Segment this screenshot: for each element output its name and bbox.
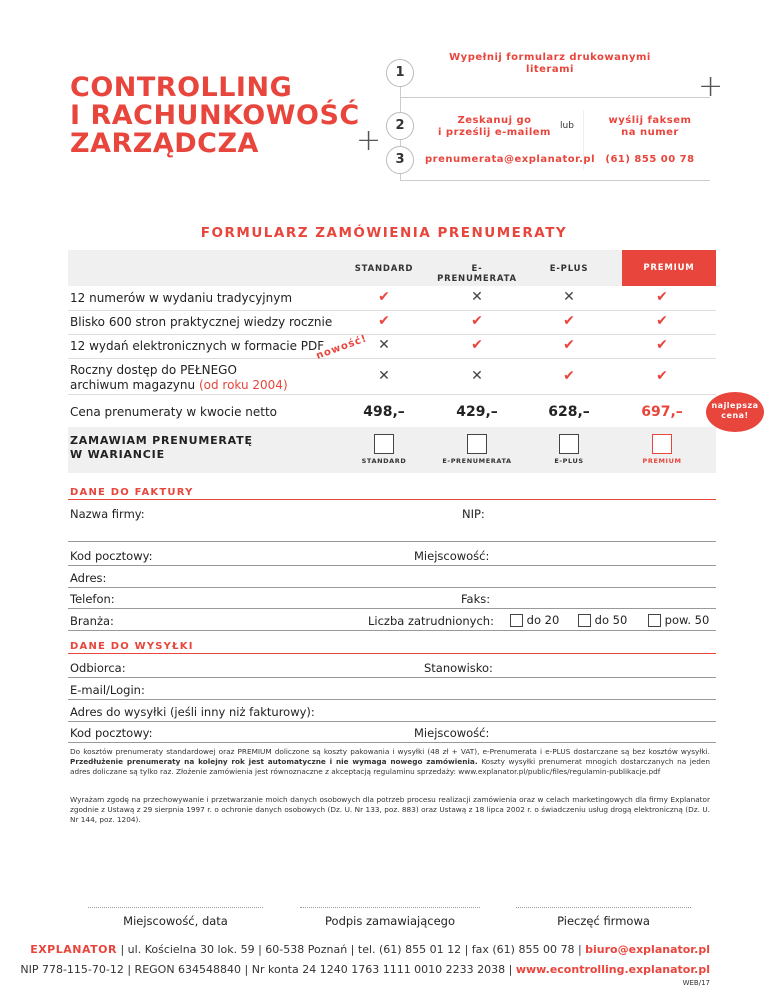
signature-line	[516, 907, 691, 908]
terms-note	[70, 747, 710, 777]
company-label: Nazwa firmy:	[70, 507, 145, 521]
archive-line-1: Roczny dostęp do PEŁNEGO	[70, 363, 237, 377]
fax-instruction	[590, 115, 710, 139]
publication-title	[70, 74, 360, 158]
order-option-label: PREMIUM	[642, 457, 682, 465]
ship-city-label: Miejscowość:	[414, 726, 490, 740]
footer-brand: EXPLANATOR	[30, 943, 117, 956]
footer-contact: | ul. Kościelna 30 lok. 59 | 60-538 Poznań | tel. (61) 855 01 12 | fax (61) 855 00 78 |	[116, 943, 586, 956]
column-e-prenumerata: E-PRENUMERATA	[437, 264, 517, 284]
row-divider	[68, 358, 716, 359]
plus-icon: +	[698, 69, 724, 104]
email-label: E-mail/Login:	[70, 683, 145, 697]
column-standard: STANDARD	[354, 264, 414, 274]
order-title-line-2: W WARIANCIE	[70, 448, 165, 461]
check-icon: ✔	[378, 313, 390, 329]
signature-line	[300, 907, 480, 908]
option-label: do 50	[594, 613, 628, 627]
step-2-badge: 2	[386, 112, 414, 140]
order-email: prenumerata@explanator.pl	[425, 154, 595, 165]
check-icon: ✔	[563, 368, 575, 384]
price-premium: 697,–	[641, 404, 683, 420]
or-label: lub	[560, 121, 574, 131]
checkbox[interactable]	[578, 614, 591, 627]
step-2-line-1: Zeskanuj go	[457, 115, 532, 126]
title-line-2: I RACHUNKOWOŚĆ	[70, 100, 360, 131]
industry-label: Branża:	[70, 614, 114, 628]
order-option-label: STANDARD	[361, 457, 407, 465]
check-icon: ✔	[656, 313, 668, 329]
phone-label: Telefon:	[70, 592, 115, 606]
cross-icon: ✕	[378, 337, 390, 353]
footer-web-link[interactable]: www.econtrolling.explanator.pl	[515, 963, 710, 976]
price-label: Cena prenumeraty w kwocie netto	[70, 405, 277, 419]
cross-icon: ✕	[563, 289, 575, 305]
field-line	[68, 541, 716, 542]
field-line	[68, 721, 716, 722]
check-icon: ✔	[563, 313, 575, 329]
order-checkbox-e-plus[interactable]	[559, 434, 579, 454]
order-title	[70, 434, 253, 462]
row-divider	[68, 334, 716, 335]
section-underline	[68, 499, 716, 500]
step-1-badge: 1	[386, 59, 414, 87]
position-label: Stanowisko:	[424, 661, 493, 675]
fax-label: Faks:	[461, 592, 491, 606]
check-icon: ✔	[656, 368, 668, 384]
step-divider-1	[400, 97, 710, 98]
place-date-label: Miejscowość, data	[123, 914, 228, 928]
step-2-text	[432, 115, 557, 139]
section-shipping: DANE DO WYSYŁKI	[70, 641, 194, 652]
order-checkbox-premium[interactable]	[652, 434, 672, 454]
order-checkbox-e-prenumerata[interactable]	[467, 434, 487, 454]
checkbox[interactable]	[648, 614, 661, 627]
fax-line-1: wyślij faksem	[608, 115, 692, 126]
column-e-plus: E-PLUS	[549, 264, 589, 274]
footer-line-2	[0, 960, 710, 980]
title-line-3: ZARZĄDCZA	[70, 128, 259, 159]
consent-note: Wyrażam zgodę na przechowywanie i przetwarzanie moich danych osobowych dla potrzeb procesu realizacji zamówienia oraz w celach marketingowych dla firmy Explanator zgodnie z Ustawą z 29 sierpnia 1997 r. o ochronie danych osobowych (Dz. U. Nr 133, poz. 883) oraz Ustawą z 18 lipca 2002 r. o świadczeniu usług drogą elektroniczną (Dz. U. Nr 144, poz. 1204).	[70, 795, 710, 824]
badge-line-1: najlepsza	[711, 401, 759, 410]
order-checkbox-standard[interactable]	[374, 434, 394, 454]
row-divider	[68, 394, 716, 395]
field-line	[68, 699, 716, 700]
step-3-badge: 3	[386, 146, 414, 174]
archive-line-2: archiwum magazynu	[70, 378, 196, 392]
terms-bold: Przedłużenie prenumeraty na kolejny rok jest automatyczne i nie wymaga nowego zamówienia.	[70, 757, 478, 766]
field-line	[68, 587, 716, 588]
employees-label: Liczba zatrudnionych:	[368, 614, 494, 628]
order-option-label: E-PLUS	[554, 457, 584, 465]
recipient-label: Odbiorca:	[70, 661, 126, 675]
footer-line-1	[0, 940, 710, 960]
price-e-prenumerata: 429,–	[456, 404, 498, 420]
order-option-label: E-PRENUMERATA	[442, 457, 512, 465]
row-divider	[68, 310, 716, 311]
badge-line-2: cena!	[721, 411, 749, 420]
footer-email-link[interactable]: biuro@explanator.pl	[585, 943, 710, 956]
city-label: Miejscowość:	[414, 549, 490, 563]
row-label-archive	[70, 363, 288, 393]
check-icon: ✔	[378, 289, 390, 305]
ship-address-label: Adres do wysyłki (jeśli inny niż fakturowy):	[70, 705, 315, 719]
order-title-line-1: ZAMAWIAM PRENUMERATĘ	[70, 434, 253, 447]
checkbox[interactable]	[510, 614, 523, 627]
plus-icon: +	[356, 123, 382, 158]
employees-option-50[interactable]	[578, 613, 627, 627]
column-premium: PREMIUM	[622, 250, 716, 286]
field-line	[68, 565, 716, 566]
cross-icon: ✕	[471, 289, 483, 305]
employees-option-over-50[interactable]	[648, 613, 709, 627]
section-underline	[68, 653, 716, 654]
employees-option-20[interactable]	[510, 613, 559, 627]
terms-text: Koszty wysyłki prenumerat mnogich dostarczanych na jeden adres doliczane są tylko raz. Złożenie zamówienia jest równoznaczne z akceptacją regulaminu sprzedaży: www.explanator.pl/public/files/regulamin-publikacje.pdf	[70, 757, 710, 776]
best-price-badge	[706, 392, 764, 432]
nip-label: NIP:	[462, 507, 485, 521]
form-title: FORMULARZ ZAMÓWIENIA PRENUMERATY	[200, 225, 568, 241]
step-2-line-2: i prześlij e-mailem	[438, 127, 551, 138]
signature-label: Podpis zamawiającego	[325, 914, 455, 928]
fax-line-2: na numer	[621, 127, 679, 138]
field-line	[68, 608, 716, 609]
check-icon: ✔	[656, 337, 668, 353]
field-line	[68, 630, 716, 631]
title-line-1: CONTROLLING	[70, 72, 293, 103]
section-invoice: DANE DO FAKTURY	[70, 487, 194, 498]
cross-icon: ✕	[378, 368, 390, 384]
option-label: do 20	[526, 613, 560, 627]
order-fax: (61) 855 00 78	[605, 154, 695, 165]
terms-text: Do kosztów prenumeraty standardowej oraz PREMIUM doliczone są koszty pakowania i wysyłki (48 zł + VAT), e-Prenumerata i e-PLUS dostarczane są bez kosztów wysyłki.	[70, 747, 710, 756]
field-line	[68, 677, 716, 678]
cross-icon: ✕	[471, 368, 483, 384]
step-divider-2	[400, 180, 710, 181]
row-label: 12 wydań elektronicznych w formacie PDF	[70, 339, 325, 353]
check-icon: ✔	[656, 289, 668, 305]
option-label: pow. 50	[664, 613, 710, 627]
step-1-text: Wypełnij formularz drukowanymi literami	[449, 52, 651, 75]
row-label: Blisko 600 stron praktycznej wiedzy rocznie	[70, 315, 333, 329]
check-icon: ✔	[471, 337, 483, 353]
row-label: 12 numerów w wydaniu tradycyjnym	[70, 291, 293, 305]
archive-highlight: (od roku 2004)	[198, 378, 288, 392]
form-code: WEB/17	[682, 979, 710, 987]
new-badge: nowość!	[314, 333, 369, 362]
address-label: Adres:	[70, 571, 107, 585]
footer-company-info: NIP 778-115-70-12 | REGON 634548840 | Nr konta 24 1240 1763 1111 0010 2233 2038 |	[20, 963, 516, 976]
stamp-label: Pieczęć firmowa	[557, 914, 650, 928]
ship-postal-label: Kod pocztowy:	[70, 726, 153, 740]
check-icon: ✔	[563, 337, 575, 353]
check-icon: ✔	[471, 313, 483, 329]
field-line	[68, 742, 716, 743]
price-standard: 498,–	[363, 404, 405, 420]
price-e-plus: 628,–	[548, 404, 590, 420]
postal-label: Kod pocztowy:	[70, 549, 153, 563]
company-field[interactable]	[68, 522, 716, 540]
signature-line	[88, 907, 263, 908]
